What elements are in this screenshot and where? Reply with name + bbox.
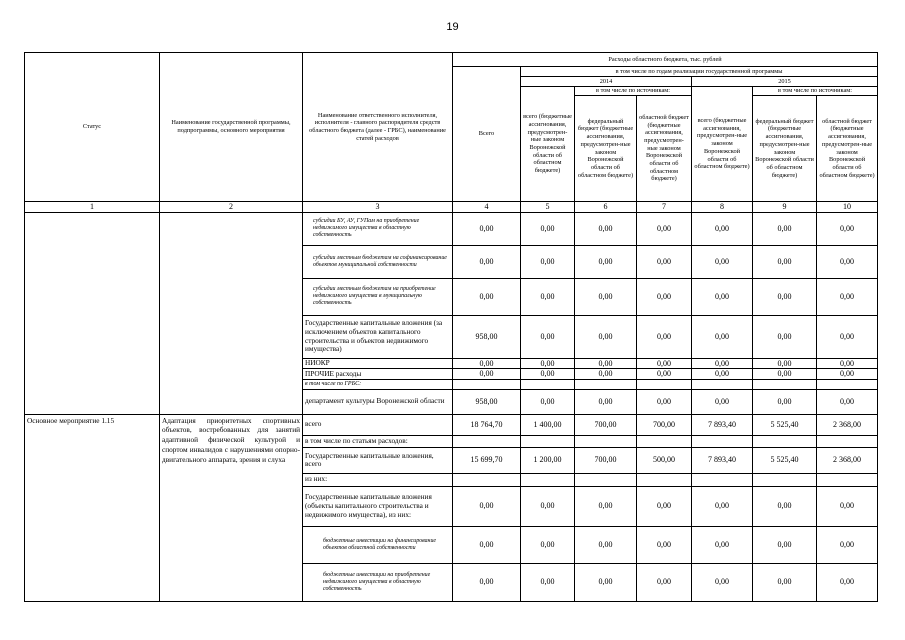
value-cell: 0,00 [575, 563, 637, 601]
value-cell: 0,00 [692, 278, 753, 315]
value-cell: 500,00 [637, 447, 692, 473]
value-cell [692, 379, 753, 389]
value-cell [521, 435, 575, 447]
header-year-2015: 2015 [692, 77, 878, 87]
status-cell-empty [25, 212, 160, 414]
table-row [25, 212, 878, 245]
value-cell [575, 473, 637, 486]
header-by-years: в том числе по годам реализации государственной программы [521, 67, 878, 77]
value-cell: 0,00 [753, 358, 817, 369]
row-label: субсидии местным бюджетам на софинансирование объектов муниципальной собственности [303, 245, 453, 278]
value-cell: 0,00 [817, 486, 878, 526]
value-cell: 0,00 [753, 315, 817, 358]
value-cell: 0,00 [753, 369, 817, 380]
value-cell [575, 435, 637, 447]
value-cell: 0,00 [637, 563, 692, 601]
value-cell: 5 525,40 [753, 447, 817, 473]
value-cell [753, 379, 817, 389]
value-cell: 0,00 [521, 563, 575, 601]
value-cell [753, 435, 817, 447]
value-cell: 2 368,00 [817, 447, 878, 473]
value-cell: 0,00 [753, 389, 817, 414]
row-label: всего [303, 414, 453, 435]
value-cell: 0,00 [637, 358, 692, 369]
row-label: из них: [303, 473, 453, 486]
col-number: 7 [637, 202, 692, 213]
header-all-budget-2015: всего (бюджетные ассигнования, предусмотрен-ные законом Воронежской области об областном бюджете) [692, 87, 753, 202]
value-cell [575, 379, 637, 389]
value-cell: 0,00 [817, 212, 878, 245]
table-row [25, 414, 878, 435]
value-cell [692, 435, 753, 447]
value-cell: 0,00 [692, 369, 753, 380]
header-by-sources-2014: в том числе по источникам: [575, 87, 692, 96]
col-number: 4 [453, 202, 521, 213]
value-cell: 700,00 [575, 447, 637, 473]
header-program-name: Наименование государственной программы, подпрограммы, основного мероприятия [160, 53, 303, 202]
value-cell [753, 473, 817, 486]
value-cell: 0,00 [692, 526, 753, 563]
value-cell: 0,00 [575, 212, 637, 245]
col-number: 5 [521, 202, 575, 213]
header-by-sources-2015: в том числе по источникам: [753, 87, 878, 96]
measure-name: Адаптация приоритетных спортивных объектов, востребованных для занятий адаптивной физической культурой и спортом инвалидов с нарушениями опорно-двигательного аппарата, зрения и слуха [160, 414, 303, 601]
value-cell: 0,00 [637, 526, 692, 563]
col-number: 8 [692, 202, 753, 213]
row-label: в том числе по статьям расходов: [303, 435, 453, 447]
value-cell: 0,00 [637, 369, 692, 380]
header-regional-2015: областной бюджет (бюджетные ассигнования, предусмотрен-ные законом Воронежской области об областном бюджете) [817, 96, 878, 202]
value-cell: 7 893,40 [692, 447, 753, 473]
value-cell: 0,00 [575, 526, 637, 563]
col-number: 2 [160, 202, 303, 213]
value-cell: 958,00 [453, 315, 521, 358]
row-label: Государственные капитальные вложения, всего [303, 447, 453, 473]
value-cell: 5 525,40 [753, 414, 817, 435]
header-federal-2014: федеральный бюджет (бюджетные ассигнования, предусмотрен-ные законом Воронежской области об областном бюджете) [575, 96, 637, 202]
value-cell [637, 473, 692, 486]
value-cell: 2 368,00 [817, 414, 878, 435]
value-cell: 0,00 [521, 315, 575, 358]
value-cell: 0,00 [453, 278, 521, 315]
page-number: 19 [446, 21, 459, 33]
row-label: субсидии БУ, АУ, ГУПам на приобретение недвижимого имущества в областную собственность [303, 212, 453, 245]
col-number: 6 [575, 202, 637, 213]
value-cell: 700,00 [637, 414, 692, 435]
value-cell: 0,00 [817, 315, 878, 358]
header-regional-2014: областной бюджет (бюджетные ассигнования, предусмотрен-ные законом Воронежской области об областном бюджете) [637, 96, 692, 202]
value-cell [817, 435, 878, 447]
value-cell: 0,00 [637, 245, 692, 278]
header-year-2014: 2014 [521, 77, 692, 87]
header-federal-2015: федеральный бюджет (бюджетные ассигнования, предусмотрен-ные законом Воронежской области об областном бюджете) [753, 96, 817, 202]
value-cell [817, 473, 878, 486]
value-cell: 0,00 [753, 526, 817, 563]
row-label: НИОКР [303, 358, 453, 369]
column-number-row [25, 202, 878, 213]
value-cell: 0,00 [453, 358, 521, 369]
value-cell: 0,00 [753, 245, 817, 278]
value-cell [453, 379, 521, 389]
value-cell: 0,00 [692, 358, 753, 369]
header-status: Статус [25, 53, 160, 202]
value-cell: 0,00 [453, 245, 521, 278]
value-cell: 0,00 [521, 245, 575, 278]
value-cell: 0,00 [575, 278, 637, 315]
value-cell: 0,00 [453, 526, 521, 563]
value-cell: 0,00 [521, 212, 575, 245]
value-cell: 0,00 [692, 389, 753, 414]
value-cell: 0,00 [521, 389, 575, 414]
col-number: 3 [303, 202, 453, 213]
value-cell: 0,00 [817, 369, 878, 380]
value-cell: 0,00 [637, 315, 692, 358]
value-cell: 0,00 [521, 278, 575, 315]
row-label: департамент культуры Воронежской области [303, 389, 453, 414]
value-cell: 0,00 [692, 245, 753, 278]
value-cell: 0,00 [521, 526, 575, 563]
value-cell [692, 473, 753, 486]
value-cell: 0,00 [575, 389, 637, 414]
row-label: субсидии местным бюджетам на приобретение недвижимого имущества в муниципальную собственность [303, 278, 453, 315]
value-cell: 0,00 [637, 212, 692, 245]
col-number: 10 [817, 202, 878, 213]
col-number: 1 [25, 202, 160, 213]
row-label: ПРОЧИЕ расходы [303, 369, 453, 380]
value-cell: 0,00 [453, 486, 521, 526]
value-cell: 0,00 [692, 486, 753, 526]
value-cell: 0,00 [575, 315, 637, 358]
value-cell: 0,00 [692, 563, 753, 601]
value-cell [817, 379, 878, 389]
value-cell: 18 764,70 [453, 414, 521, 435]
value-cell: 0,00 [575, 358, 637, 369]
value-cell: 0,00 [637, 389, 692, 414]
value-cell [453, 435, 521, 447]
row-label: в том числе по ГРБС: [303, 379, 453, 389]
row-label: Государственные капитальные вложения (объекты капитального строительства и недвижимого имущества), из них: [303, 486, 453, 526]
measure-status: Основное мероприятие 1.15 [25, 414, 160, 601]
value-cell: 0,00 [753, 212, 817, 245]
value-cell: 0,00 [521, 369, 575, 380]
header-expenses: Расходы областного бюджета, тыс. рублей [453, 53, 878, 67]
value-cell: 15 699,70 [453, 447, 521, 473]
value-cell [521, 473, 575, 486]
value-cell: 7 893,40 [692, 414, 753, 435]
value-cell: 0,00 [817, 278, 878, 315]
col-number: 9 [753, 202, 817, 213]
header-total: Всего [453, 67, 521, 202]
value-cell: 0,00 [692, 212, 753, 245]
value-cell: 0,00 [521, 358, 575, 369]
value-cell: 1 400,00 [521, 414, 575, 435]
row-label: бюджетные инвестиции на финансирование объектов областной собственности [303, 526, 453, 563]
value-cell: 0,00 [575, 245, 637, 278]
value-cell: 0,00 [575, 486, 637, 526]
value-cell [637, 435, 692, 447]
value-cell: 0,00 [637, 278, 692, 315]
value-cell [521, 379, 575, 389]
header-executor: Наименование ответственного исполнителя, исполнителя - главного распорядителя средств областного бюджета (далее - ГРБС), наименование статей расходов [303, 53, 453, 202]
value-cell: 0,00 [575, 369, 637, 380]
row-label: бюджетные инвестиции на приобретение недвижимого имущества в областную собственность [303, 563, 453, 601]
value-cell: 0,00 [753, 563, 817, 601]
row-label: Государственные капитальные вложения (за исключением объектов капитального строительства и объектов недвижимого имущества) [303, 315, 453, 358]
value-cell: 0,00 [753, 278, 817, 315]
value-cell [453, 473, 521, 486]
program-cell-empty [160, 212, 303, 414]
value-cell: 0,00 [817, 245, 878, 278]
value-cell: 0,00 [817, 358, 878, 369]
value-cell: 0,00 [692, 315, 753, 358]
value-cell: 0,00 [453, 563, 521, 601]
header-all-budget-2014: всего (бюджетные ассигнования, предусмотрен-ные законом Воронежской области об областном бюджете) [521, 87, 575, 202]
value-cell: 0,00 [817, 526, 878, 563]
value-cell: 0,00 [637, 486, 692, 526]
value-cell: 0,00 [521, 486, 575, 526]
value-cell: 0,00 [817, 389, 878, 414]
value-cell: 958,00 [453, 389, 521, 414]
value-cell: 0,00 [453, 212, 521, 245]
value-cell: 0,00 [817, 563, 878, 601]
value-cell [637, 379, 692, 389]
value-cell: 0,00 [453, 369, 521, 380]
budget-table [24, 52, 878, 602]
value-cell: 1 200,00 [521, 447, 575, 473]
value-cell: 700,00 [575, 414, 637, 435]
value-cell: 0,00 [753, 486, 817, 526]
